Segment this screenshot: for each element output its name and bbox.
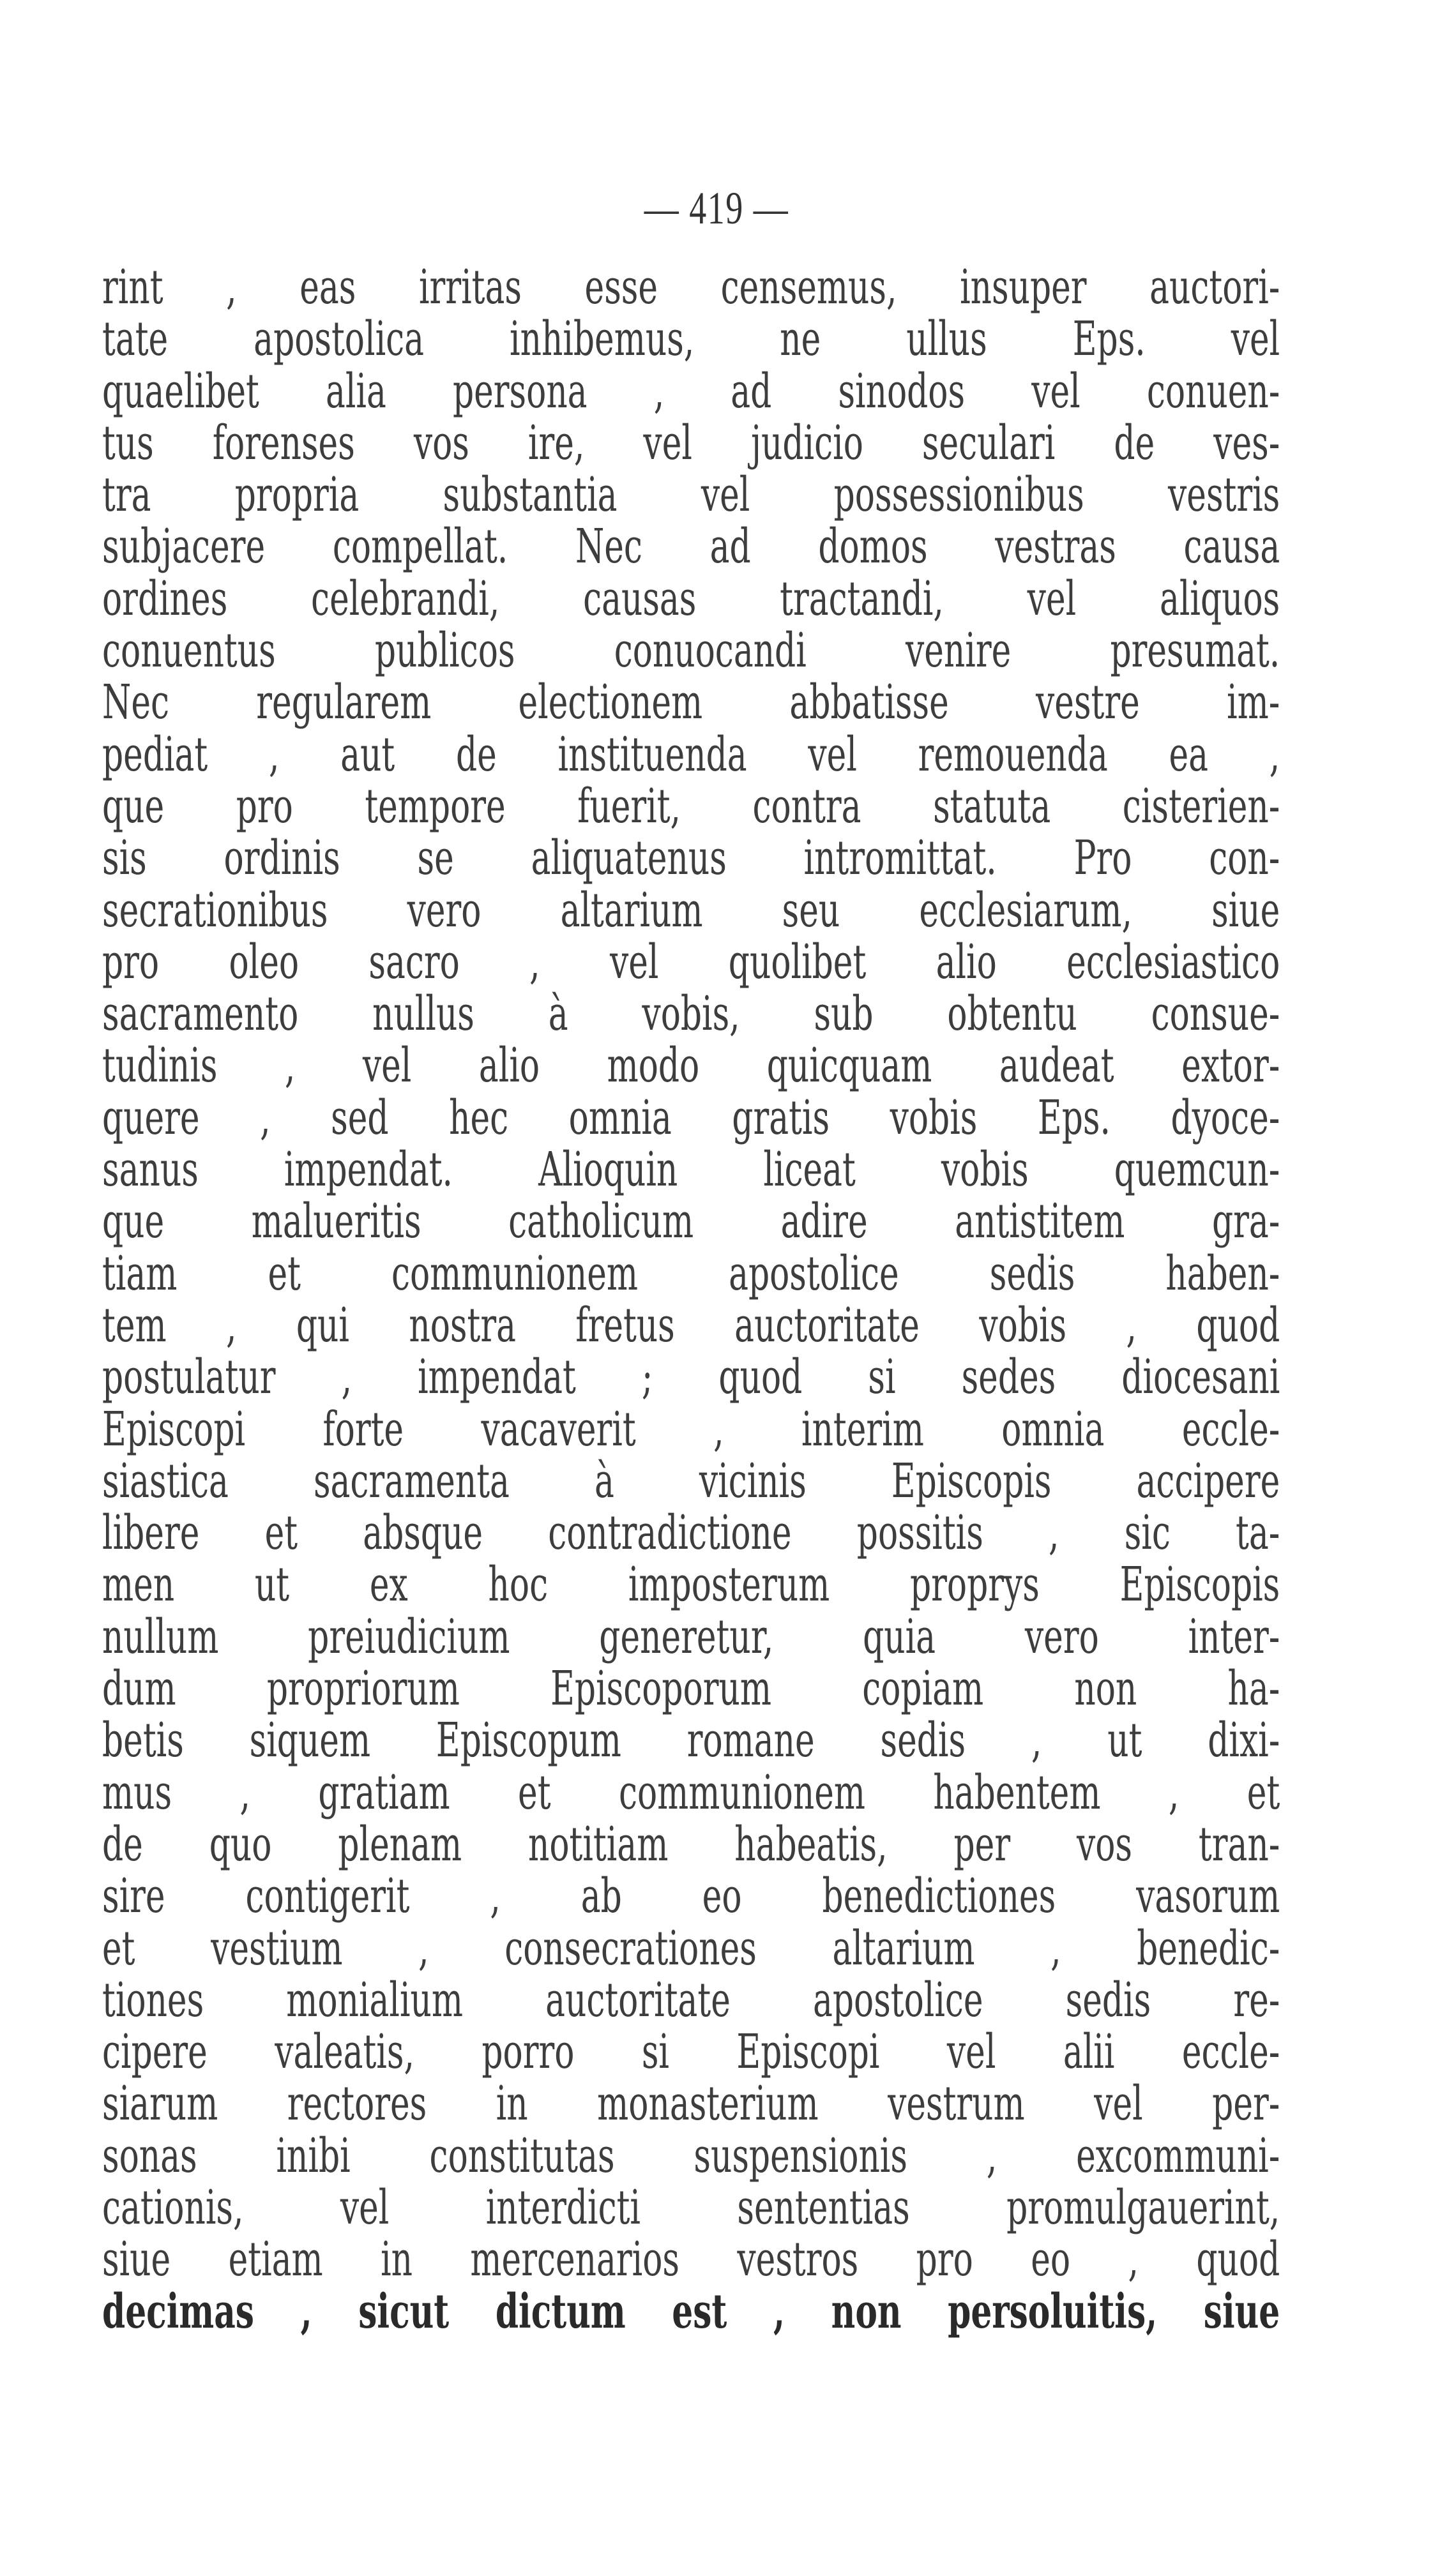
text-line: dum propriorum Episcoporum copiam non ha- (102, 1661, 1280, 1717)
text-line: tiam et communionem apostolice sedis haben- (102, 1246, 1280, 1301)
text-line: conuentus publicos conuocandi venire presumat. (102, 623, 1280, 679)
text-line: siarum rectores in monasterium vestrum vel per- (102, 2076, 1280, 2132)
text-line: tra propria substantia vel possessionibus vestris (102, 467, 1280, 523)
text-line: sonas inibi constitutas suspensionis , excommuni- (102, 2128, 1280, 2183)
text-line: siastica sacramenta à vicinis Episcopis accipere (102, 1453, 1280, 1509)
body-text (102, 262, 1280, 2338)
text-line: que pro tempore fuerit, contra statuta cisterien- (102, 778, 1280, 834)
text-line: et vestium , consecrationes altarium , benedic- (102, 1920, 1280, 1976)
text-line: sacramento nullus à vobis, sub obtentu consue- (102, 986, 1280, 1042)
text-line: tus forenses vos ire, vel judicio seculari de ves- (102, 415, 1280, 471)
text-line: subjacere compellat. Nec ad domos vestras causa (102, 519, 1280, 575)
text-line: betis siquem Episcopum romane sedis , ut dixi- (102, 1713, 1280, 1768)
text-line: tate apostolica inhibemus, ne ullus Eps. vel (102, 312, 1280, 367)
text-line: sire contigerit , ab eo benedictiones vasorum (102, 1869, 1280, 1924)
text-line: cationis, vel interdicti sententias promulgauerint, (102, 2180, 1280, 2235)
text-line: quaelibet alia persona , ad sinodos vel conuen- (102, 363, 1280, 419)
text-line: men ut ex hoc imposterum proprys Episcopis (102, 1557, 1280, 1613)
text-line: rint , eas irritas esse censemus, insuper auctori- (102, 260, 1280, 315)
text-line: libere et absque contradictione possitis , sic ta- (102, 1505, 1280, 1561)
text-line: ordines celebrandi, causas tractandi, vel aliquos (102, 571, 1280, 626)
text-line: secrationibus vero altarium seu ecclesiarum, siue (102, 882, 1280, 938)
text-line: nullum preiudicium generetur, quia vero inter- (102, 1609, 1280, 1664)
text-line: cipere valeatis, porro si Episcopi vel alii eccle- (102, 2024, 1280, 2080)
text-line: siue etiam in mercenarios vestros pro eo , quod (102, 2232, 1280, 2287)
text-line: de quo plenam notitiam habeatis, per vos tran- (102, 1816, 1280, 1872)
text-line: tudinis , vel alio modo quicquam audeat extor- (102, 1038, 1280, 1094)
page-number: — 419 — (644, 183, 789, 234)
text-line: quere , sed hec omnia gratis vobis Eps. dyoce- (102, 1090, 1280, 1145)
text-line: sanus impendat. Alioquin liceat vobis quemcun- (102, 1142, 1280, 1198)
text-line: sis ordinis se aliquatenus intromittat. Pro con- (102, 831, 1280, 886)
text-line: que malueritis catholicum adire antistitem gra- (102, 1194, 1280, 1249)
text-line: decimas , sicut dictum est , non persoluitis, siue (102, 2284, 1280, 2339)
text-line: pro oleo sacro , vel quolibet alio ecclesiastico (102, 934, 1280, 990)
text-line: Episcopi forte vacaverit , interim omnia eccle- (102, 1401, 1280, 1457)
text-line: Nec regularem electionem abbatisse vestre im- (102, 675, 1280, 730)
text-line: tem , qui nostra fretus auctoritate vobis , quod (102, 1297, 1280, 1353)
text-line: tiones monialium auctoritate apostolice sedis re- (102, 1972, 1280, 2028)
text-line: pediat , aut de instituenda vel remouenda ea , (102, 727, 1280, 782)
text-line: postulatur , impendat ; quod si sedes diocesani (102, 1350, 1280, 1405)
text-line: mus , gratiam et communionem habentem , et (102, 1765, 1280, 1820)
